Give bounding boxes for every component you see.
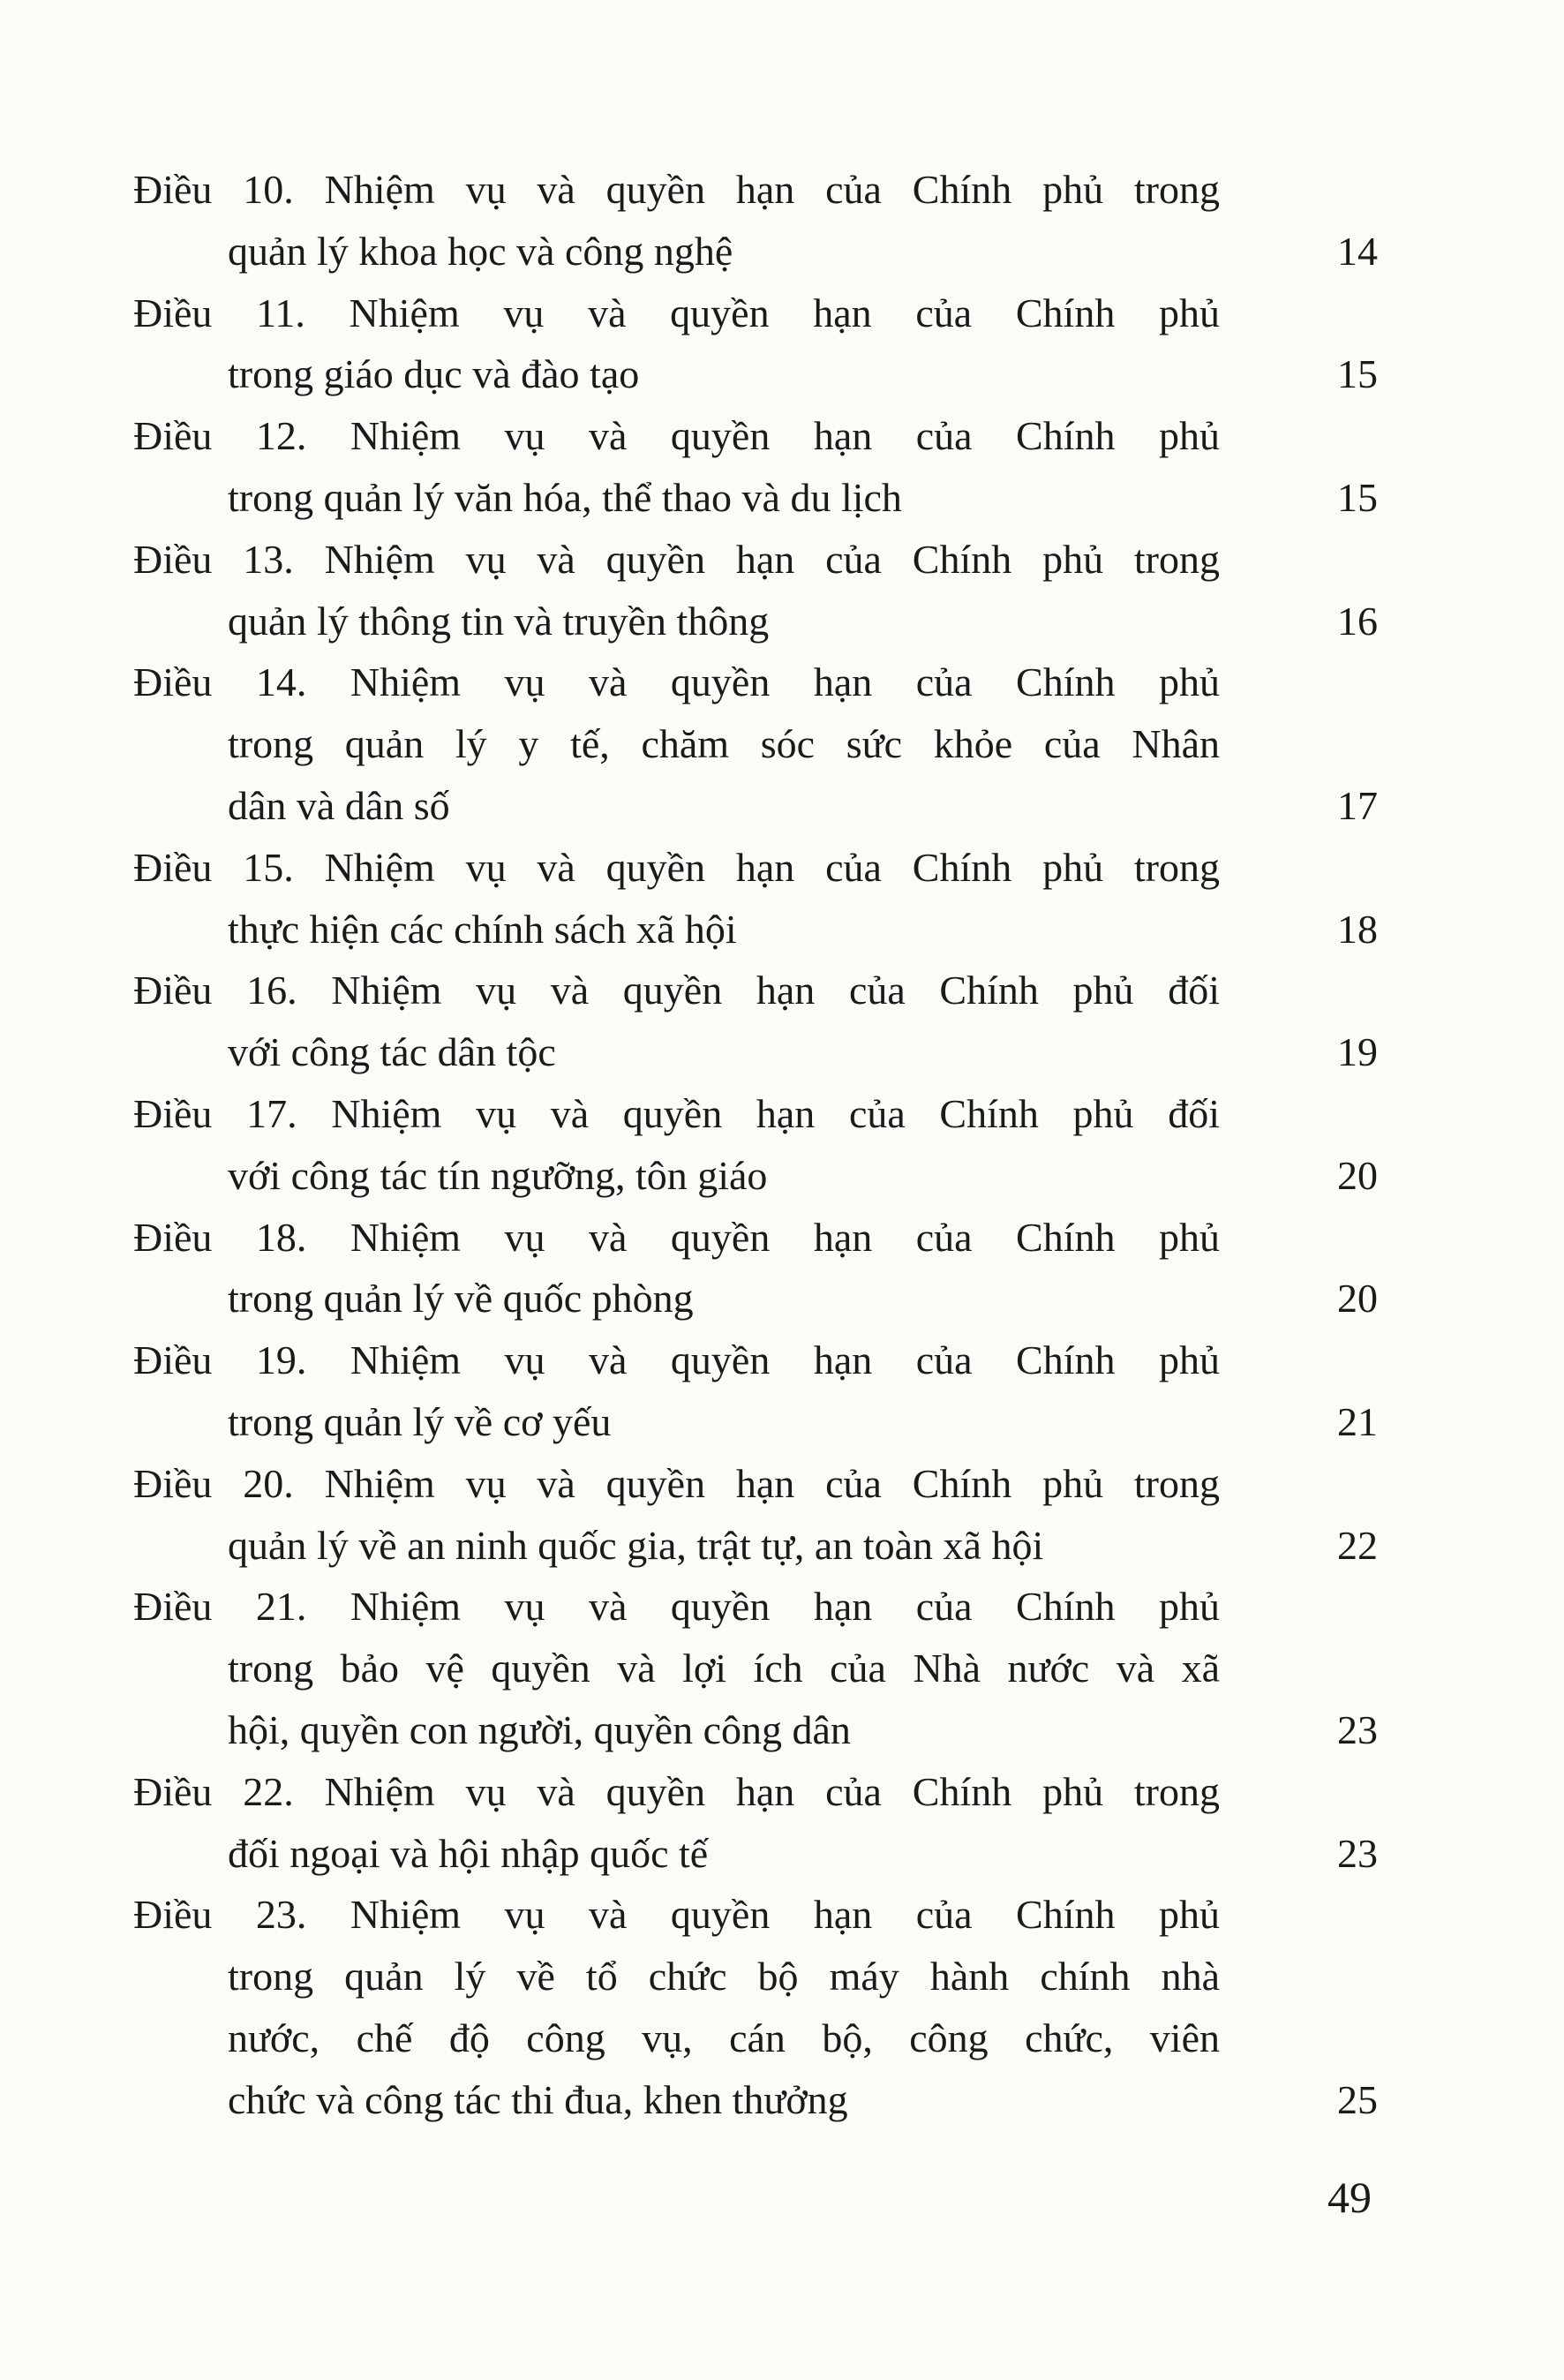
toc-entry-title: Điều 10. Nhiệm vụ và quyền hạn của Chính phủ trong xyxy=(133,167,1220,212)
page-number: 49 xyxy=(1327,2173,1372,2222)
toc-line xyxy=(133,1083,1378,1145)
toc-line xyxy=(133,1576,1378,1638)
toc-entry xyxy=(133,960,1378,1083)
toc-entry-title: Điều 20. Nhiệm vụ và quyền hạn của Chính phủ trong xyxy=(133,1460,1220,1506)
toc-entry-page: 23 xyxy=(1337,1706,1378,1752)
toc-entry-continuation: quản lý về an ninh quốc gia, trật tự, an toàn xã hội xyxy=(228,1522,1044,1568)
toc-entry-title: Điều 15. Nhiệm vụ và quyền hạn của Chính phủ trong xyxy=(133,844,1220,890)
toc-entry-title: Điều 13. Nhiệm vụ và quyền hạn của Chính phủ trong xyxy=(133,536,1220,582)
toc-entry xyxy=(133,1083,1378,1207)
toc-entry xyxy=(133,159,1378,282)
toc-entry-page: 19 xyxy=(1337,1029,1378,1075)
toc-entry-continuation: dân và dân số xyxy=(228,782,450,828)
toc-entry-title: Điều 19. Nhiệm vụ và quyền hạn của Chính phủ xyxy=(133,1337,1220,1383)
toc-line xyxy=(133,2069,1378,2131)
toc-line xyxy=(133,405,1378,467)
toc-line xyxy=(133,775,1378,837)
toc-entry-title: Điều 22. Nhiệm vụ và quyền hạn của Chính phủ trong xyxy=(133,1768,1220,1814)
toc-line xyxy=(133,837,1378,899)
toc-line xyxy=(133,1638,1378,1699)
toc-line xyxy=(133,1884,1378,1946)
toc-entry xyxy=(133,282,1378,406)
toc-entry-page: 23 xyxy=(1337,1830,1378,1876)
toc-line xyxy=(133,1021,1378,1083)
toc-entry-page: 22 xyxy=(1337,1522,1378,1568)
toc-entry-page: 20 xyxy=(1337,1276,1378,1322)
toc-entry-page: 16 xyxy=(1337,598,1378,644)
toc-line xyxy=(133,2007,1378,2069)
toc-entry-continuation: quản lý khoa học và công nghệ xyxy=(228,228,733,274)
toc-entry-title: Điều 16. Nhiệm vụ và quyền hạn của Chính phủ đối xyxy=(133,968,1220,1013)
toc-entry-page: 15 xyxy=(1337,474,1378,520)
toc-line xyxy=(133,221,1378,282)
toc-line xyxy=(133,713,1378,775)
toc-entry xyxy=(133,837,1378,960)
toc-line xyxy=(133,467,1378,529)
toc-line xyxy=(133,282,1378,344)
toc-entry-continuation: hội, quyền con người, quyền công dân xyxy=(228,1706,851,1752)
toc-entry-continuation: trong quản lý về quốc phòng xyxy=(228,1276,694,1322)
toc-entry-page: 17 xyxy=(1337,782,1378,828)
toc-entry-page: 14 xyxy=(1337,228,1378,274)
toc-entry xyxy=(133,1207,1378,1330)
toc-entry xyxy=(133,1884,1378,2130)
toc-line xyxy=(133,1699,1378,1761)
table-of-contents xyxy=(133,159,1378,2131)
toc-entry-page: 15 xyxy=(1337,351,1378,397)
toc-line xyxy=(133,1823,1378,1885)
toc-entry xyxy=(133,529,1378,652)
toc-entry-title: Điều 14. Nhiệm vụ và quyền hạn của Chính phủ xyxy=(133,659,1220,705)
toc-entry-title: Điều 17. Nhiệm vụ và quyền hạn của Chính phủ đối xyxy=(133,1090,1220,1136)
toc-entry xyxy=(133,1761,1378,1885)
toc-entry-continuation: quản lý thông tin và truyền thông xyxy=(228,598,770,644)
toc-entry-continuation: với công tác dân tộc xyxy=(228,1029,556,1075)
toc-line xyxy=(133,960,1378,1021)
toc-line xyxy=(133,1145,1378,1207)
toc-entry-continuation: trong giáo dục và đào tạo xyxy=(228,351,640,397)
toc-line xyxy=(133,1329,1378,1391)
toc-entry-page: 21 xyxy=(1337,1398,1378,1444)
toc-line xyxy=(133,529,1378,591)
toc-line xyxy=(133,651,1378,713)
toc-entry-continuation: trong quản lý về cơ yếu xyxy=(228,1398,612,1444)
toc-line xyxy=(133,1453,1378,1515)
toc-entry-continuation: trong quản lý văn hóa, thể thao và du lịch xyxy=(228,474,902,520)
toc-entry-title: Điều 21. Nhiệm vụ và quyền hạn của Chính phủ xyxy=(133,1584,1220,1630)
toc-entry-title: Điều 11. Nhiệm vụ và quyền hạn của Chính phủ xyxy=(133,290,1220,335)
toc-entry-continuation: trong quản lý về tổ chức bộ máy hành chính nhà xyxy=(228,1954,1220,2000)
toc-entry-title: Điều 12. Nhiệm vụ và quyền hạn của Chính phủ xyxy=(133,413,1220,459)
toc-line xyxy=(133,159,1378,221)
toc-entry-title: Điều 18. Nhiệm vụ và quyền hạn của Chính phủ xyxy=(133,1214,1220,1260)
toc-entry xyxy=(133,405,1378,529)
toc-entry-continuation: trong bảo vệ quyền và lợi ích của Nhà nước và xã xyxy=(228,1646,1220,1691)
toc-entry xyxy=(133,1453,1378,1577)
toc-line xyxy=(133,1761,1378,1823)
toc-entry xyxy=(133,1329,1378,1453)
toc-entry-continuation: đối ngoại và hội nhập quốc tế xyxy=(228,1830,709,1876)
toc-line xyxy=(133,1391,1378,1453)
toc-entry-page: 25 xyxy=(1337,2076,1378,2122)
toc-line xyxy=(133,1946,1378,2007)
toc-line xyxy=(133,899,1378,960)
toc-entry-continuation: thực hiện các chính sách xã hội xyxy=(228,906,737,952)
toc-line xyxy=(133,591,1378,652)
toc-entry-continuation: trong quản lý y tế, chăm sóc sức khỏe của Nhân xyxy=(228,721,1220,767)
toc-entry xyxy=(133,1576,1378,1760)
toc-entry-page: 20 xyxy=(1337,1152,1378,1198)
toc-line xyxy=(133,1207,1378,1269)
toc-line xyxy=(133,343,1378,405)
toc-entry xyxy=(133,651,1378,836)
toc-entry-continuation: với công tác tín ngưỡng, tôn giáo xyxy=(228,1152,768,1198)
toc-entry-continuation: nước, chế độ công vụ, cán bộ, công chức, viên xyxy=(228,2015,1220,2060)
toc-entry-page: 18 xyxy=(1337,906,1378,952)
toc-line xyxy=(133,1268,1378,1329)
toc-entry-continuation: chức và công tác thi đua, khen thưởng xyxy=(228,2076,848,2122)
toc-entry-title: Điều 23. Nhiệm vụ và quyền hạn của Chính phủ xyxy=(133,1892,1220,1938)
toc-line xyxy=(133,1515,1378,1577)
